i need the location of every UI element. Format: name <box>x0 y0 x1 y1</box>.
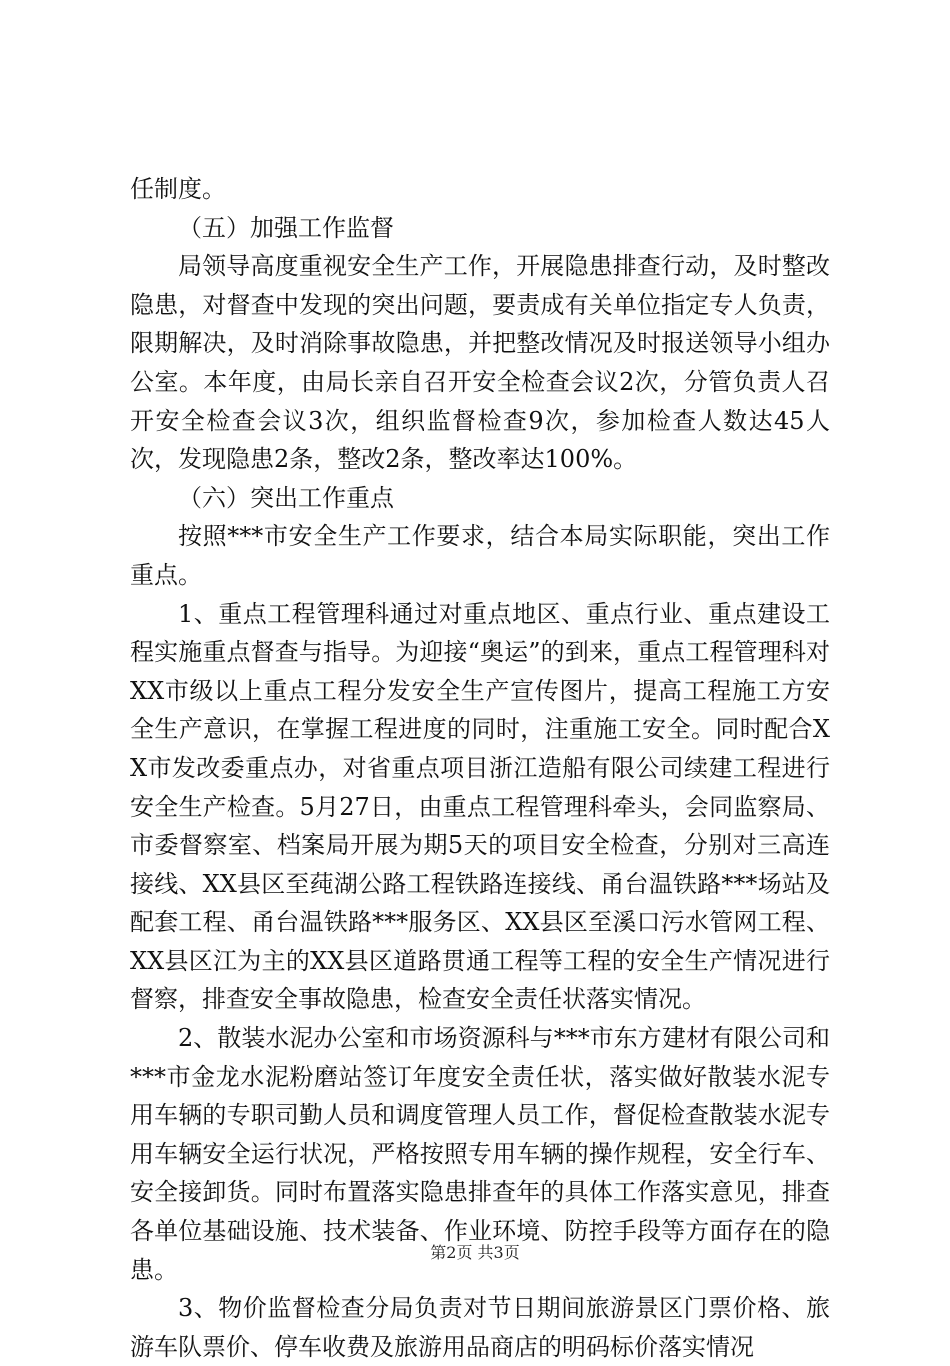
paragraph-item-3: 3、物价监督检查分局负责对节日期间旅游景区门票价格、旅游车队票价、停车收费及旅游用品商店的明码标价落实情况 <box>130 1294 830 1361</box>
section-heading-5: （五）加强工作监督 <box>178 213 394 242</box>
paragraph-supervision: 局领导高度重视安全生产工作，开展隐患排查行动，及时整改隐患，对督查中发现的突出问题，要责成有关单位指定专人负责，限期解决，及时消除事故隐患，并把整改情况及时报送领导小组办公室。本年度，由局长亲自召开安全检查会议2次，分管负责人召开安全检查会议3次，组织监督检查9次，参加检查人数达45人次，发现隐患2条，整改2条，整改率达100%。 <box>130 252 830 474</box>
section-heading-6: （六）突出工作重点 <box>178 483 394 512</box>
document-body <box>130 170 830 1366</box>
paragraph-continuation: 任制度。 <box>130 175 226 203</box>
paragraph-item-2: 2、散装水泥办公室和市场资源科与***市东方建材有限公司和***市金龙水泥粉磨站签订年度安全责任状，落实做好散装水泥专用车辆的专职司勤人员和调度管理人员工作，督促检查散装水泥专用车辆安全运行状况，严格按照专用车辆的操作规程，安全行车、安全接卸货。同时布置落实隐患排查年的具体工作落实意见，排查各单位基础设施、技术装备、作业环境、防控手段等方面存在的隐患。 <box>130 1024 830 1284</box>
paragraph-focus-intro: 按照***市安全生产工作要求，结合本局实际职能，突出工作重点。 <box>130 522 830 589</box>
paragraph-item-1: 1、重点工程管理科通过对重点地区、重点行业、重点建设工程实施重点督查与指导。为迎接“奥运”的到来，重点工程管理科对XX市级以上重点工程分发安全生产宣传图片，提高工程施工方安全生产意识，在掌握工程进度的同时，注重施工安全。同时配合XX市发改委重点办，对省重点项目浙江造船有限公司续建工程进行安全生产检查。5月27日，由重点工程管理科牵头，会同监察局、市委督察室、档案局开展为期5天的项目安全检查，分别对三高连接线、XX县区至莼湖公路工程铁路连接线、甬台温铁路***场站及配套工程、甬台温铁路***服务区、XX县区至溪口污水管网工程、XX县区江为主的XX县区道路贯通工程等工程的安全生产情况进行督察，排查安全事故隐患，检查安全责任状落实情况。 <box>130 599 830 1014</box>
page-footer: 第2页 共3页 <box>430 1243 520 1262</box>
